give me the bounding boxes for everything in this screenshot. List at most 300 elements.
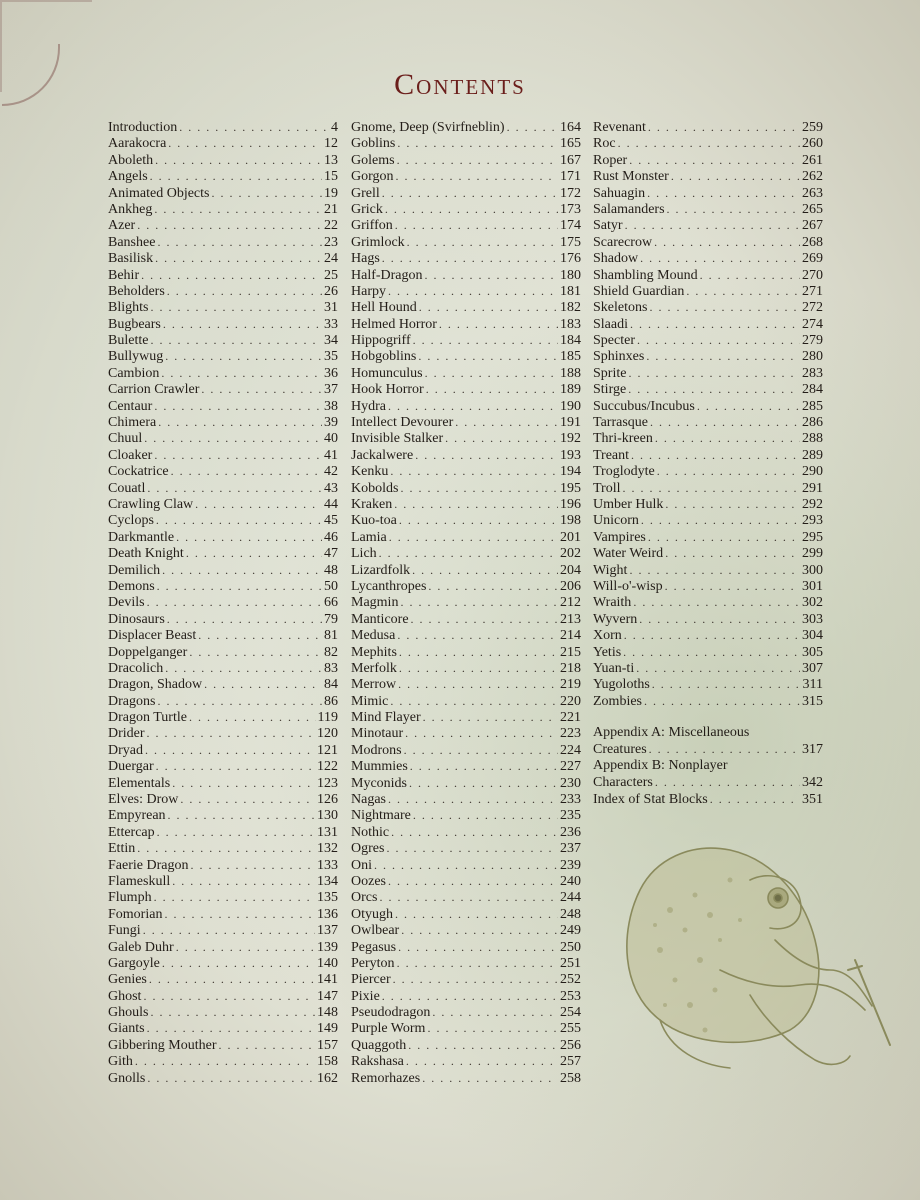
contents-entry[interactable] xyxy=(108,807,338,823)
page-number: 43 xyxy=(324,480,338,496)
contents-entry[interactable] xyxy=(351,496,581,512)
page-number: 262 xyxy=(802,169,823,185)
contents-entry[interactable] xyxy=(351,381,581,397)
contents-entry[interactable] xyxy=(108,348,338,364)
contents-entry[interactable] xyxy=(108,332,338,348)
entry-name: Purple Worm xyxy=(351,1021,426,1037)
contents-entry[interactable] xyxy=(351,578,581,594)
page-number: 31 xyxy=(324,300,338,316)
contents-entry[interactable] xyxy=(108,463,338,479)
contents-entry[interactable] xyxy=(593,201,823,217)
contents-entry[interactable] xyxy=(351,824,581,840)
contents-entry[interactable] xyxy=(593,398,823,414)
entry-name: Merfolk xyxy=(351,660,397,676)
entry-name: Crawling Claw xyxy=(108,496,194,512)
page-number: 180 xyxy=(560,267,581,283)
page-number: 13 xyxy=(324,152,338,168)
page-number: 195 xyxy=(560,480,581,496)
entry-name: Hags xyxy=(351,251,380,267)
contents-entry[interactable] xyxy=(108,840,338,856)
dot-leader xyxy=(141,267,322,283)
contents-entry[interactable] xyxy=(108,234,338,250)
contents-entry[interactable] xyxy=(108,906,338,922)
page-number: 36 xyxy=(324,365,338,381)
contents-entry[interactable] xyxy=(351,135,581,151)
contents-entry[interactable] xyxy=(108,758,338,774)
contents-entry[interactable] xyxy=(108,512,338,528)
entry-name: Wyvern xyxy=(593,611,638,627)
dot-leader xyxy=(427,1020,558,1036)
dot-leader xyxy=(189,709,316,725)
contents-entry[interactable] xyxy=(351,660,581,676)
page-number: 248 xyxy=(560,906,581,922)
entry-name: Roper xyxy=(593,152,628,168)
contents-entry[interactable] xyxy=(108,217,338,233)
entry-name: Piercer xyxy=(351,972,391,988)
contents-entry[interactable] xyxy=(108,725,338,741)
contents-entry[interactable] xyxy=(351,332,581,348)
contents-entry[interactable] xyxy=(351,742,581,758)
contents-entry[interactable] xyxy=(108,447,338,463)
page-number: 202 xyxy=(560,546,581,562)
entry-name: Sahuagin xyxy=(593,185,646,201)
dot-leader xyxy=(633,594,800,610)
contents-entry[interactable] xyxy=(351,857,581,873)
contents-entry[interactable] xyxy=(351,398,581,414)
entry-name: Ogres xyxy=(351,841,385,857)
entry-name: Troglodyte xyxy=(593,464,655,480)
page-number: 171 xyxy=(560,169,581,185)
page-number: 249 xyxy=(560,923,581,939)
contents-entry[interactable] xyxy=(351,922,581,938)
dot-leader xyxy=(630,316,800,332)
contents-entry[interactable] xyxy=(351,939,581,955)
contents-entry[interactable] xyxy=(351,693,581,709)
entry-name: Treant xyxy=(593,447,630,463)
contents-entry[interactable] xyxy=(108,627,338,643)
contents-entry[interactable] xyxy=(351,447,581,463)
contents-entry[interactable] xyxy=(351,676,581,692)
entry-name: Pegasus xyxy=(351,939,397,955)
contents-entry[interactable] xyxy=(351,512,581,528)
contents-entry[interactable] xyxy=(108,562,338,578)
entry-name: Ankheg xyxy=(108,201,153,217)
page-number: 257 xyxy=(560,1054,581,1070)
contents-entry[interactable] xyxy=(593,676,823,692)
contents-entry[interactable] xyxy=(108,971,338,987)
entry-name: Grimlock xyxy=(351,234,405,250)
dot-leader xyxy=(137,840,315,856)
entry-name: Duergar xyxy=(108,759,154,775)
entry-name: Bugbears xyxy=(108,316,161,332)
contents-entry[interactable] xyxy=(351,709,581,725)
contents-entry[interactable] xyxy=(108,496,338,512)
contents-entry[interactable] xyxy=(593,627,823,643)
contents-entry[interactable] xyxy=(593,644,823,660)
contents-entry[interactable] xyxy=(351,430,581,446)
contents-entry[interactable] xyxy=(593,512,823,528)
entry-name: Medusa xyxy=(351,628,396,644)
contents-entry[interactable] xyxy=(108,480,338,496)
contents-entry[interactable] xyxy=(351,627,581,643)
dot-leader xyxy=(396,168,558,184)
contents-entry[interactable] xyxy=(351,201,581,217)
dot-leader xyxy=(176,939,315,955)
dot-leader xyxy=(700,267,800,283)
entry-name: Magmin xyxy=(351,595,399,611)
contents-entry[interactable] xyxy=(351,463,581,479)
contents-entry[interactable] xyxy=(108,250,338,266)
page-number: 188 xyxy=(560,365,581,381)
contents-entry[interactable] xyxy=(351,152,581,168)
contents-entry[interactable] xyxy=(593,430,823,446)
dot-leader xyxy=(401,922,558,938)
page-number: 198 xyxy=(560,513,581,529)
dot-leader xyxy=(397,955,558,971)
entry-name: Unicorn xyxy=(593,513,639,529)
contents-entry[interactable] xyxy=(593,562,823,578)
page-number: 258 xyxy=(560,1070,581,1086)
contents-entry[interactable] xyxy=(593,316,823,332)
contents-entry[interactable] xyxy=(593,332,823,348)
contents-entry[interactable] xyxy=(351,217,581,233)
contents-entry[interactable] xyxy=(108,824,338,840)
dot-leader xyxy=(628,365,800,381)
contents-entry[interactable] xyxy=(351,185,581,201)
page-number: 185 xyxy=(560,349,581,365)
entry-name: Gargoyle xyxy=(108,955,160,971)
contents-entry[interactable] xyxy=(351,791,581,807)
contents-entry[interactable] xyxy=(593,283,823,299)
contents-entry[interactable] xyxy=(593,168,823,184)
entry-name: Lycanthropes xyxy=(351,578,427,594)
contents-entry[interactable] xyxy=(108,873,338,889)
page-number: 206 xyxy=(560,578,581,594)
dot-leader xyxy=(155,152,322,168)
contents-entry[interactable] xyxy=(593,217,823,233)
contents-entry[interactable] xyxy=(351,611,581,627)
page-number: 302 xyxy=(802,595,823,611)
contents-entry[interactable] xyxy=(593,660,823,676)
page-number: 244 xyxy=(560,890,581,906)
contents-entry[interactable] xyxy=(108,545,338,561)
contents-entry[interactable] xyxy=(351,1020,581,1036)
entry-name: Death Knight xyxy=(108,546,184,562)
contents-entry[interactable] xyxy=(593,463,823,479)
contents-entry[interactable] xyxy=(351,414,581,430)
page-number: 265 xyxy=(802,201,823,217)
dot-leader xyxy=(407,234,558,250)
contents-entry[interactable] xyxy=(351,758,581,774)
dot-leader xyxy=(154,447,322,463)
contents-entry[interactable] xyxy=(108,185,338,201)
contents-entry[interactable] xyxy=(351,1053,581,1069)
contents-entry[interactable] xyxy=(108,578,338,594)
contents-entry[interactable] xyxy=(351,988,581,1004)
contents-entry[interactable] xyxy=(593,234,823,250)
contents-entry[interactable] xyxy=(351,644,581,660)
page-number: 190 xyxy=(560,398,581,414)
contents-entry[interactable] xyxy=(108,152,338,168)
dot-leader xyxy=(163,316,322,332)
entry-name: Harpy xyxy=(351,283,386,299)
entry-name: Dinosaurs xyxy=(108,611,165,627)
entry-name: Invisible Stalker xyxy=(351,431,444,447)
entry-name: Quaggoth xyxy=(351,1037,407,1053)
contents-entry[interactable] xyxy=(351,1037,581,1053)
entry-name: Basilisk xyxy=(108,251,154,267)
contents-column-1 xyxy=(108,119,338,1086)
contents-entry[interactable] xyxy=(108,709,338,725)
contents-entry[interactable] xyxy=(593,693,823,709)
contents-entry[interactable] xyxy=(108,316,338,332)
contents-entry[interactable] xyxy=(351,250,581,266)
entry-name: Mephits xyxy=(351,644,397,660)
contents-entry[interactable] xyxy=(108,644,338,660)
contents-entry[interactable] xyxy=(108,611,338,627)
entry-name: Minotaur xyxy=(351,726,404,742)
contents-entry[interactable] xyxy=(108,1037,338,1053)
entry-name: Ghost xyxy=(108,988,142,1004)
contents-entry[interactable] xyxy=(351,365,581,381)
dot-leader xyxy=(618,135,800,151)
page-number: 220 xyxy=(560,693,581,709)
contents-entry[interactable] xyxy=(593,250,823,266)
dot-leader xyxy=(154,398,322,414)
contents-entry[interactable] xyxy=(593,594,823,610)
contents-entry[interactable] xyxy=(351,299,581,315)
page-number: 311 xyxy=(802,677,823,693)
contents-entry[interactable] xyxy=(593,791,823,807)
contents-entry[interactable] xyxy=(108,742,338,758)
dot-leader xyxy=(647,185,800,201)
page-number: 83 xyxy=(324,660,338,676)
entry-name: Creatures xyxy=(593,742,647,758)
entry-name: Rust Monster xyxy=(593,169,669,185)
contents-entry[interactable] xyxy=(351,873,581,889)
dot-leader xyxy=(186,545,322,561)
contents-entry[interactable] xyxy=(351,775,581,791)
page-number: 122 xyxy=(317,759,338,775)
entry-name: Mimic xyxy=(351,693,389,709)
contents-entry[interactable] xyxy=(351,316,581,332)
contents-entry[interactable] xyxy=(108,1004,338,1020)
contents-entry[interactable] xyxy=(108,529,338,545)
dot-leader xyxy=(400,480,558,496)
dot-leader xyxy=(172,775,315,791)
page-number: 66 xyxy=(324,595,338,611)
page-number: 201 xyxy=(560,529,581,545)
page-number: 162 xyxy=(317,1070,338,1086)
contents-entry[interactable] xyxy=(108,283,338,299)
dot-leader xyxy=(190,857,315,873)
dot-leader xyxy=(390,693,558,709)
page-number: 174 xyxy=(560,218,581,234)
entry-name: Stirge xyxy=(593,382,627,398)
contents-entry[interactable] xyxy=(351,906,581,922)
contents-entry[interactable] xyxy=(351,1004,581,1020)
contents-entry[interactable] xyxy=(108,299,338,315)
entry-name: Sprite xyxy=(593,365,627,381)
contents-entry[interactable] xyxy=(593,741,823,757)
dot-leader xyxy=(388,791,558,807)
contents-entry[interactable] xyxy=(108,365,338,381)
contents-entry[interactable] xyxy=(108,1020,338,1036)
contents-entry[interactable] xyxy=(351,348,581,364)
page-number: 299 xyxy=(802,546,823,562)
contents-entry[interactable] xyxy=(351,562,581,578)
contents-entry[interactable] xyxy=(593,578,823,594)
contents-entry[interactable] xyxy=(593,348,823,364)
contents-entry[interactable] xyxy=(593,267,823,283)
contents-entry[interactable] xyxy=(108,791,338,807)
contents-entry[interactable] xyxy=(351,807,581,823)
contents-entry[interactable] xyxy=(593,496,823,512)
contents-entry[interactable] xyxy=(108,119,338,135)
dot-leader xyxy=(397,152,558,168)
entry-name: Nagas xyxy=(351,792,386,808)
contents-entry[interactable] xyxy=(351,889,581,905)
contents-entry[interactable] xyxy=(108,660,338,676)
page-number: 300 xyxy=(802,562,823,578)
contents-entry[interactable] xyxy=(108,775,338,791)
entry-name: Ettin xyxy=(108,841,136,857)
entry-name: Introduction xyxy=(108,120,178,135)
entry-name: Skeletons xyxy=(593,300,648,316)
contents-entry[interactable] xyxy=(108,857,338,873)
contents-entry[interactable] xyxy=(351,168,581,184)
contents-entry[interactable] xyxy=(593,185,823,201)
contents-entry[interactable] xyxy=(593,381,823,397)
contents-entry[interactable] xyxy=(593,299,823,315)
dot-leader xyxy=(390,463,558,479)
contents-entry[interactable] xyxy=(108,414,338,430)
contents-entry[interactable] xyxy=(351,267,581,283)
dot-leader xyxy=(412,562,558,578)
contents-entry[interactable] xyxy=(351,283,581,299)
contents-entry[interactable] xyxy=(108,267,338,283)
contents-entry[interactable] xyxy=(593,135,823,151)
entry-name: Slaadi xyxy=(593,316,628,332)
contents-entry[interactable] xyxy=(108,398,338,414)
dot-leader xyxy=(415,447,558,463)
contents-entry[interactable] xyxy=(108,889,338,905)
contents-entry[interactable] xyxy=(593,152,823,168)
entry-name: Tarrasque xyxy=(593,415,648,431)
entry-name: Yetis xyxy=(593,644,622,660)
contents-entry[interactable] xyxy=(593,529,823,545)
contents-entry[interactable] xyxy=(108,988,338,1004)
entry-name: Angels xyxy=(108,169,148,185)
contents-entry[interactable] xyxy=(593,447,823,463)
contents-entry[interactable] xyxy=(593,365,823,381)
page-number: 342 xyxy=(802,775,823,791)
entry-name: Blights xyxy=(108,300,149,316)
contents-entry[interactable] xyxy=(108,594,338,610)
page-number: 214 xyxy=(560,628,581,644)
page-number: 15 xyxy=(324,169,338,185)
contents-entry[interactable] xyxy=(108,922,338,938)
dot-leader xyxy=(176,529,322,545)
entry-name: Banshee xyxy=(108,234,156,250)
page-number: 271 xyxy=(802,283,823,299)
dot-leader xyxy=(399,644,558,660)
page-number: 219 xyxy=(560,677,581,693)
contents-entry[interactable] xyxy=(351,480,581,496)
entry-name: Merrow xyxy=(351,677,397,693)
contents-entry[interactable] xyxy=(108,1053,338,1069)
dot-leader xyxy=(156,758,315,774)
contents-entry[interactable] xyxy=(351,529,581,545)
contents-entry[interactable] xyxy=(108,381,338,397)
page-number: 23 xyxy=(324,234,338,250)
contents-entry[interactable] xyxy=(351,545,581,561)
dot-leader xyxy=(686,283,800,299)
page-number: 233 xyxy=(560,792,581,808)
entry-name: Shield Guardian xyxy=(593,283,685,299)
contents-entry[interactable] xyxy=(108,1070,338,1086)
contents-entry[interactable] xyxy=(108,168,338,184)
page-number: 148 xyxy=(317,1005,338,1021)
dot-leader xyxy=(143,922,315,938)
contents-entry[interactable] xyxy=(351,725,581,741)
contents-entry[interactable] xyxy=(593,545,823,561)
dot-leader xyxy=(667,201,800,217)
contents-entry[interactable] xyxy=(108,939,338,955)
contents-entry[interactable] xyxy=(593,480,823,496)
entry-name: Hippogriff xyxy=(351,333,411,349)
dot-leader xyxy=(408,1037,558,1053)
contents-entry[interactable] xyxy=(351,955,581,971)
contents-entry[interactable] xyxy=(351,971,581,987)
contents-entry[interactable] xyxy=(108,135,338,151)
contents-entry[interactable] xyxy=(351,1070,581,1086)
contents-entry[interactable] xyxy=(351,840,581,856)
dot-leader xyxy=(445,430,558,446)
contents-entry[interactable] xyxy=(593,414,823,430)
page-number: 165 xyxy=(560,136,581,152)
contents-entry[interactable] xyxy=(108,693,338,709)
dot-leader xyxy=(386,840,558,856)
contents-entry[interactable] xyxy=(108,201,338,217)
contents-entry[interactable] xyxy=(351,234,581,250)
dot-leader xyxy=(157,234,322,250)
contents-entry[interactable] xyxy=(593,119,823,135)
contents-entry[interactable] xyxy=(593,611,823,627)
contents-entry[interactable] xyxy=(351,119,581,135)
contents-entry[interactable] xyxy=(351,594,581,610)
entry-name: Succubus/Incubus xyxy=(593,398,695,414)
page-number: 212 xyxy=(560,595,581,611)
entry-name: Rakshasa xyxy=(351,1054,404,1070)
appendix-heading xyxy=(593,758,823,774)
dot-leader xyxy=(665,578,800,594)
contents-entry[interactable] xyxy=(593,774,823,790)
entry-name: Mind Flayer xyxy=(351,710,421,726)
page-number: 215 xyxy=(560,644,581,660)
page-number: 46 xyxy=(324,529,338,545)
dot-leader xyxy=(636,660,800,676)
entry-name: Salamanders xyxy=(593,201,665,217)
entry-name: Vampires xyxy=(593,529,646,545)
contents-entry[interactable] xyxy=(108,955,338,971)
contents-entry[interactable] xyxy=(108,676,338,692)
entry-name: Couatl xyxy=(108,480,146,496)
contents-entry[interactable] xyxy=(108,430,338,446)
page-number: 252 xyxy=(560,972,581,988)
page-number: 301 xyxy=(802,578,823,594)
page-number: 250 xyxy=(560,939,581,955)
